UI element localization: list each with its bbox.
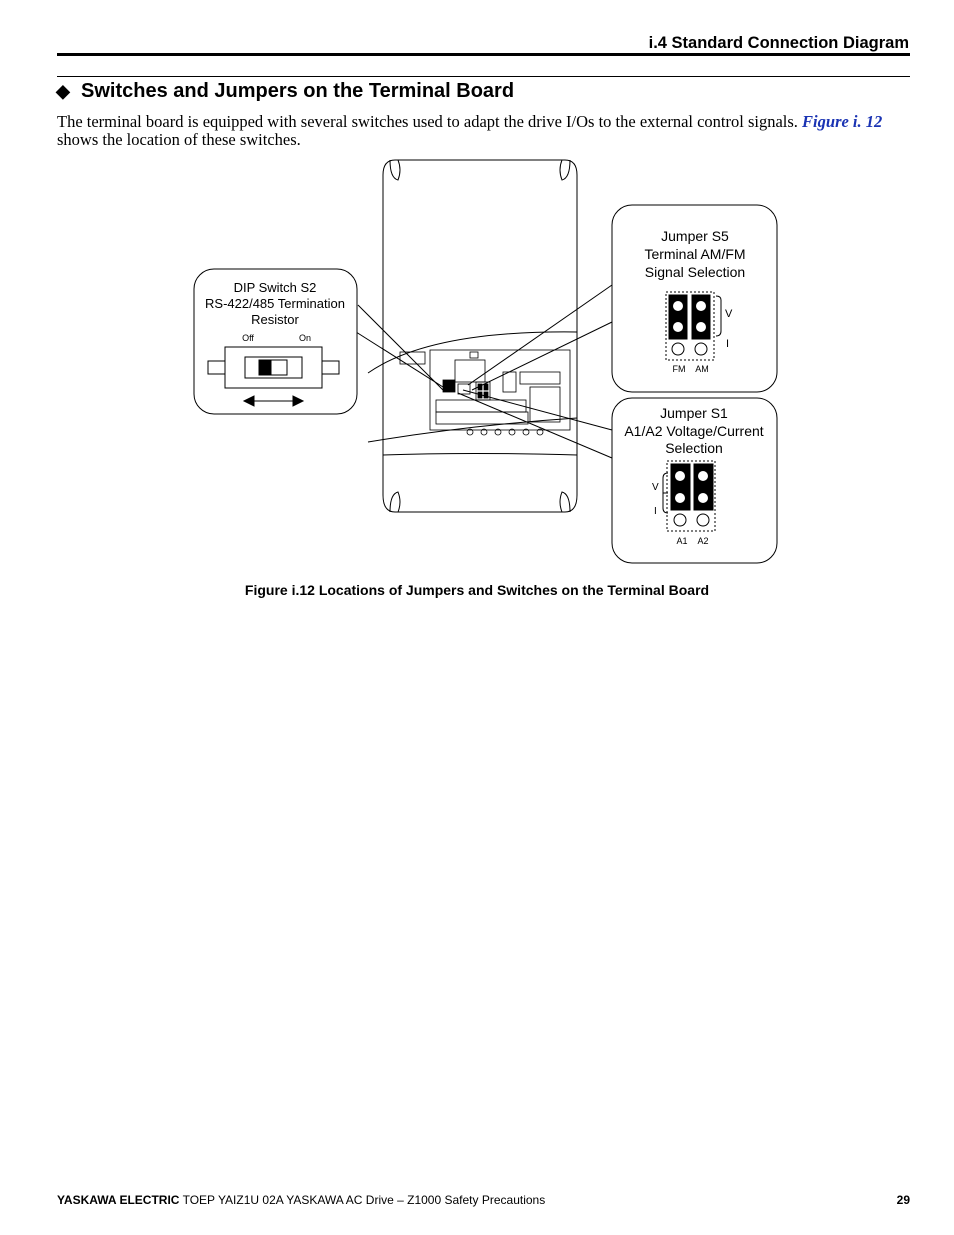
jumper-s1-subtitle: A1/A2 Voltage/Current — [624, 423, 764, 439]
jumper-s5-fm-label: FM — [672, 364, 686, 374]
jumper-s5-title: Jumper S5 — [661, 228, 729, 244]
footer-brand: YASKAWA ELECTRIC — [57, 1193, 180, 1207]
jumper-s1-a2-label: A2 — [697, 536, 709, 546]
terminal-board — [400, 350, 570, 435]
dip-switch-off-label: Off — [242, 333, 254, 343]
jumper-s1-title: Jumper S1 — [660, 405, 728, 421]
footer-document-info — [57, 1193, 545, 1207]
page-number: 29 — [896, 1193, 910, 1207]
jumper-s1-subtitle-2: Selection — [665, 440, 723, 456]
jumper-s1-v-label: V — [652, 482, 659, 493]
body-text-after: shows the location of these switches. — [57, 130, 301, 149]
jumper-s5-subtitle-2: Signal Selection — [644, 264, 746, 280]
dip-switch-subtitle: RS-422/485 Termination — [205, 296, 345, 311]
jumper-s1-a1-label: A1 — [676, 536, 688, 546]
dip-switch-on-label: On — [298, 333, 312, 343]
jumper-s1-i-label: I — [654, 506, 657, 517]
jumper-s5-i-label: I — [726, 338, 730, 350]
figure-link[interactable]: Figure i. 12 — [802, 112, 883, 131]
dip-switch-title: DIP Switch S2 — [233, 280, 317, 295]
drive-enclosure — [368, 160, 577, 512]
heading-text: Switches and Jumpers on the Terminal Board — [81, 80, 515, 102]
section-title: i.4 Standard Connection Diagram — [648, 34, 909, 52]
jumper-s5-v-label: V — [725, 308, 733, 320]
body-text-before: The terminal board is equipped with several switches used to adapt the drive I/Os to the external control signals. — [57, 112, 803, 131]
terminal-board-figure — [0, 0, 954, 600]
diamond-icon: ◆ — [56, 81, 70, 101]
dip-switch-subtitle-2: Resistor — [251, 312, 299, 327]
jumper-s5-am-label: AM — [695, 364, 709, 374]
figure-caption: Figure i.12 Locations of Jumpers and Switches on the Terminal Board — [244, 582, 710, 598]
pointer-lines — [345, 285, 612, 458]
jumper-s5-subtitle: Terminal AM/FM — [644, 246, 746, 262]
footer-doc-title: TOEP YAIZ1U 02A YASKAWA AC Drive – Z1000 Safety Precautions — [179, 1193, 546, 1207]
